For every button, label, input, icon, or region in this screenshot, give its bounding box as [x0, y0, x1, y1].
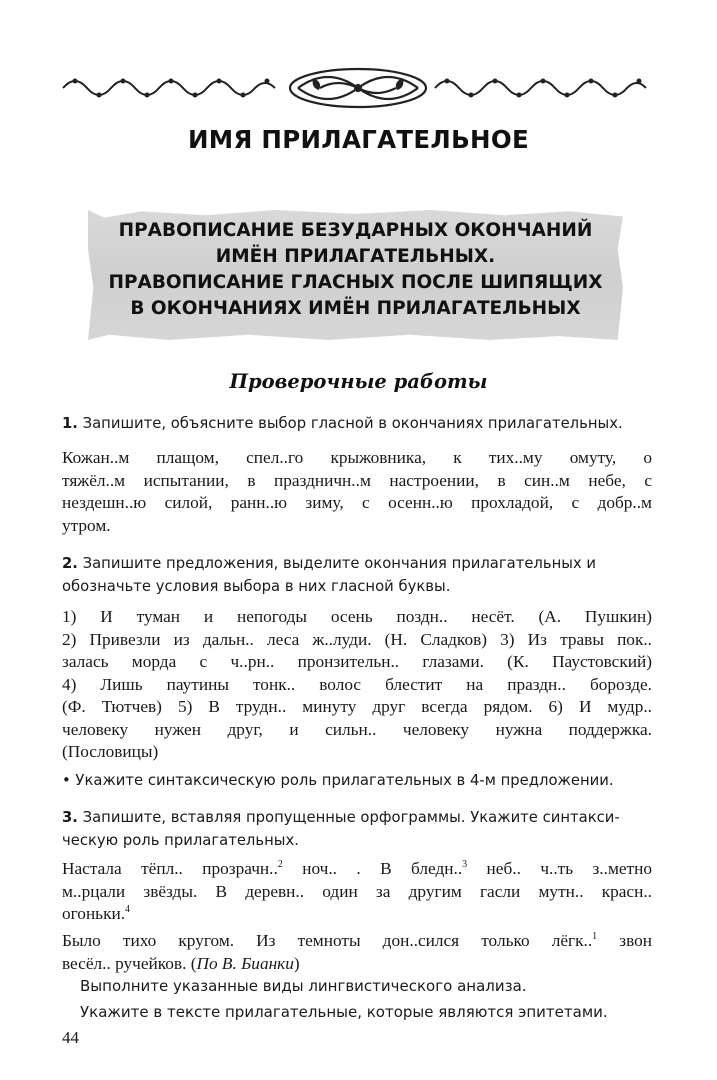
instruction-text: Запишите, объясните выбор гласной в окончаниях прилагательных. — [77, 415, 623, 432]
banner-line: ПРАВОПИСАНИЕ ГЛАСНЫХ ПОСЛЕ ШИПЯЩИХ — [108, 272, 603, 293]
task-number: 1. — [62, 415, 78, 432]
text-fragment: неб.. ч..ть з..метно — [467, 859, 652, 878]
text-fragment: ) — [293, 953, 300, 973]
task-3-analysis-instructions — [80, 974, 660, 1024]
author-attribution: По В. Бианки — [196, 953, 294, 973]
text-line: нездешн..ю силой, ранн..ю зиму, с осенн..ю прохладой, с добр..м — [62, 493, 652, 512]
task-3-paragraph-1 — [62, 858, 652, 926]
text-fragment: весёл.. ручейков. ( — [62, 953, 197, 973]
ornament-divider-icon — [58, 66, 658, 110]
task-1-text — [62, 447, 652, 537]
task-3-paragraph-2 — [62, 930, 652, 975]
task-2-instruction — [62, 552, 652, 598]
banner-line: ИМЁН ПРИЛАГАТЕЛЬНЫХ. — [215, 246, 496, 267]
text-line: 4) Лишь паутины тонк.. волос блестит на праздн.. борозде. — [62, 674, 652, 694]
text-line — [62, 930, 652, 953]
page-number: 44 — [62, 1028, 79, 1047]
task-2-bullet: • Укажите синтаксическую роль прилагательных в 4-м предложении. — [62, 772, 614, 789]
footnote-mark: 1 — [592, 931, 598, 943]
text-line: утром. — [62, 515, 111, 535]
text-line: 2) Привезли из дальн.. леса ж..луди. (Н. Сладков) 3) Из травы пок.. — [62, 629, 652, 649]
text-line — [62, 953, 652, 976]
text-line: тяжёл..м испытании, в праздничн..м настроении, в син..м небе, с — [62, 470, 652, 490]
text-line: залась морда с ч..рн.. пронзительн.. глазами. (К. Паустовский) — [62, 652, 652, 671]
task-number: 2. — [62, 555, 78, 572]
text-line — [62, 858, 652, 881]
task-number: 3. — [62, 809, 78, 826]
instruction-line — [62, 806, 652, 829]
instruction-text: Запишите предложения, выделите окончания прилагательных и — [77, 555, 597, 572]
instruction-line: Укажите в тексте прилагательные, которые являются эпитетами. — [80, 1003, 608, 1021]
task-2-text — [62, 606, 652, 764]
chapter-title: ИМЯ ПРИЛАГАТЕЛЬНОЕ — [187, 125, 530, 154]
banner-line: В ОКОНЧАНИЯХ ИМЁН ПРИЛАГАТЕЛЬНЫХ — [130, 298, 581, 319]
section-title: Проверочные работы — [229, 370, 488, 393]
text-fragment: Было тихо кругом. Из темноты дон..сился только лёгк.. — [62, 931, 593, 950]
text-fragment: Настала тёпл.. прозрачн.. — [62, 859, 278, 878]
task-3-instruction — [62, 806, 652, 852]
banner-heading — [88, 218, 623, 322]
text-fragment: огоньки. — [62, 904, 126, 923]
text-line: Кожан..м плащом, спел..го крыжовника, к тих..му омуту, о — [62, 448, 652, 467]
text-line: м..рцали звёзды. В деревн.. один за другим гасли мутн.. красн.. — [62, 881, 652, 901]
footnote-mark: 2 — [277, 859, 283, 871]
footnote-mark: 4 — [125, 904, 131, 916]
instruction-line: обозначьте условия выбора в них гласной буквы. — [62, 578, 451, 595]
text-line: человеку нужен друг, и сильн.. человеку нужна поддержка. — [62, 719, 652, 739]
instruction-line — [62, 552, 652, 575]
text-line — [62, 903, 652, 926]
instruction-line: Выполните указанные виды лингвистического анализа. — [80, 977, 527, 995]
footnote-mark: 3 — [462, 859, 468, 871]
text-line: (Ф. Тютчев) 5) В трудн.. минуту друг всегда рядом. 6) И мудр.. — [62, 697, 652, 716]
task-1-instruction — [62, 412, 652, 435]
text-fragment: ноч.. . В бледн.. — [282, 859, 463, 878]
text-fragment: звон — [597, 931, 653, 950]
text-line: (Пословицы) — [62, 742, 159, 761]
text-line: 1) И туман и непогоды осень поздн.. несёт. (А. Пушкин) — [62, 607, 652, 626]
instruction-line: ческую роль прилагательных. — [62, 832, 299, 849]
banner-line: ПРАВОПИСАНИЕ БЕЗУДАРНЫХ ОКОНЧАНИЙ — [118, 220, 593, 241]
instruction-text: Запишите, вставляя пропущенные орфограммы. Укажите синтакси- — [77, 809, 620, 826]
